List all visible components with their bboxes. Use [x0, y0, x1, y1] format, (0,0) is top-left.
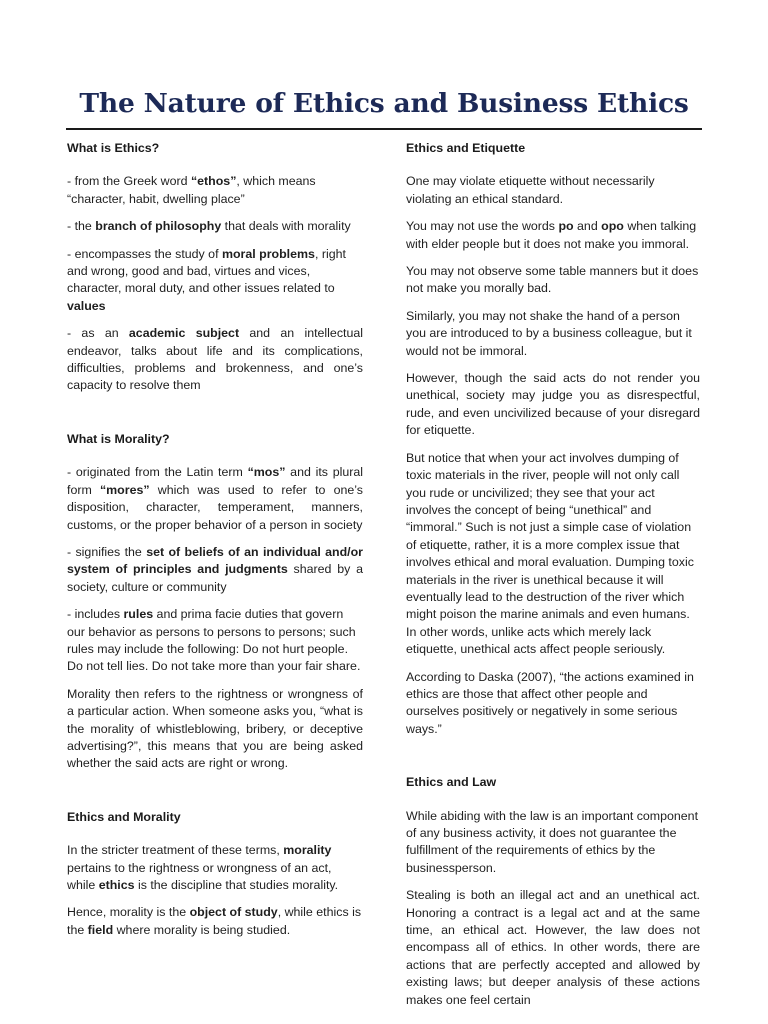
paragraph: According to Daska (2007), “the actions examined in ethics are those that affect other people and ourselves positively or negatively in some serious ways.” [406, 669, 694, 736]
heading-what-is-ethics: What is Ethics? [67, 141, 160, 155]
title-divider [66, 128, 702, 130]
heading-ethics-and-morality: Ethics and Morality [67, 809, 181, 824]
heading-what-is-morality: What is Morality? [67, 431, 170, 446]
paragraph: While abiding with the law is an important component of any business activity, it does not guarantee the fulfillment of the requirements of ethics by the businessperson. [406, 808, 699, 875]
paragraph: - originated from the Latin term “mos” and its plural form “mores” which was used to refer to one’s disposition, character, temperament, manners, customs, or the proper behavior of a person in society [67, 465, 364, 532]
paragraph: Stealing is both an illegal act and an unethical act. Honoring a contract is a legal act and at the same time, an ethical act. However, the law does not encompass all of ethics. In other words, there are actions that are perfectly accepted and allowed by existing laws; but deeper analysis of these actions makes one feel certain [406, 888, 700, 1007]
left-column [67, 140, 363, 949]
paragraph: - signifies the set of beliefs of an individual and/or system of principles and judgments shared by a society, culture or community [67, 544, 364, 594]
page-title: The Nature of Ethics and Business Ethics [79, 88, 689, 119]
paragraph: You may not observe some table manners but it does not make you morally bad. [406, 264, 699, 296]
heading-ethics-and-etiquette: Ethics and Etiquette [406, 141, 526, 155]
paragraph: - from the Greek word “ethos”, which means “character, habit, dwelling place” [67, 174, 316, 206]
paragraph: You may not use the words po and opo when talking with elder people but it does not make you immoral. [406, 219, 697, 251]
paragraph: Morality then refers to the rightness or wrongness of a particular action. When someone asks you, “what is the morality of whistleblowing, bribery, or deceptive advertising?”, this means that you are being asked whether the said acts are right or wrong. [67, 686, 363, 771]
paragraph: - the branch of philosophy that deals with morality [67, 219, 351, 234]
paragraph: - encompasses the study of moral problems, right and wrong, good and bad, virtues and vices, character, moral duty, and other issues related to values [67, 246, 346, 313]
paragraph: - includes rules and prima facie duties that govern our behavior as persons to persons to persons; such rules may include the following: Do not hurt people. Do not tell lies. Do not take more than your fair share. [67, 607, 361, 674]
paragraph: In the stricter treatment of these terms, morality pertains to the rightness or wrongness of an act, while ethics is the discipline that studies morality. [67, 843, 339, 892]
paragraph: However, though the said acts do not render you unethical, society may judge you as disrespectful, rude, and even uncivilized because of your disregard for etiquette. [406, 371, 700, 438]
paragraph: Similarly, you may not shake the hand of a person you are introduced to by a business colleague, but it would not be immoral. [406, 308, 692, 358]
paragraph: - as an academic subject and an intellectual endeavor, talks about life and its complications, difficulties, problems and brokenness, and one’s capacity to resolve them [67, 326, 363, 393]
right-column [406, 140, 700, 1019]
heading-ethics-and-law: Ethics and Law [406, 775, 497, 790]
paragraph: Hence, morality is the object of study, while ethics is the field where morality is being studied. [67, 905, 362, 937]
paragraph: One may violate etiquette without necessarily violating an ethical standard. [406, 174, 655, 206]
paragraph: But notice that when your act involves dumping of toxic materials in the river, people will not only call you rude or uncivilized; they see that your act involves the concept of being “unethical” and “immoral.” Such is not just a simple case of violation of etiquette, rather, it is a more complex issue that involves ethical and moral evaluation. Dumping toxic materials in the river is unethical because it will eventually lead to the destruction of the river which might poison the marine animals and even humans. In other words, unlike acts which merely lack etiquette, unethical acts affect people seriously. [406, 450, 694, 657]
